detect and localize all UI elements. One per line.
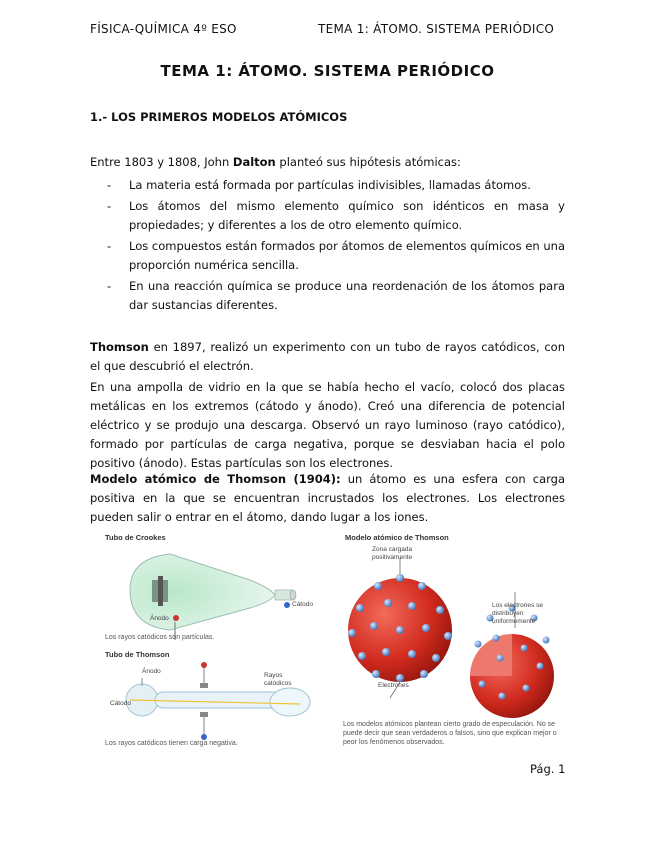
positive-zone-label: Zona cargada positivamente — [372, 546, 413, 561]
thomson-anode-label: Ánodo — [142, 668, 161, 675]
thomson-cathode-label: Cátodo — [110, 700, 131, 707]
dalton-name: Dalton — [232, 155, 276, 169]
header-subject: FÍSICA-QUÍMICA 4º ESO — [90, 22, 237, 36]
list-item: - Los átomos del mismo elemento químico son idénticos en masa y propiedades; y diferentes a los de otro elemento químico. — [107, 197, 565, 235]
thomson-rays-label: Rayos catódicos — [264, 672, 292, 687]
cathode-terminal-icon — [284, 602, 290, 608]
section-heading: 1.- LOS PRIMEROS MODELOS ATÓMICOS — [90, 110, 348, 124]
electrons-distribution-label: Los electrones se distribuyen uniformemente — [492, 602, 543, 625]
thomson-name: Thomson — [90, 340, 149, 354]
list-item: - En una reacción química se produce una reordenación de los átomos para dar sustancias diferentes. — [107, 277, 565, 315]
crookes-tube-title: Tubo de Crookes — [105, 533, 166, 542]
crookes-tube-illustration — [100, 540, 340, 640]
thomson-tube-caption: Los rayos catódicos tienen carga negativa. — [105, 740, 238, 747]
thomson-paragraph-1: Thomson en 1897, realizó un experimento con un tubo de rayos catódicos, con el que descubrió el electrón. — [90, 340, 565, 373]
crookes-cathode-label: Cátodo — [292, 601, 313, 608]
list-item: - Los compuestos están formados por átomos de elementos químicos en una proporción numérica sencilla. — [107, 237, 565, 275]
thomson-model-illustration — [340, 548, 565, 718]
page-number: Pág. 1 — [530, 762, 566, 776]
dalton-intro: Entre 1803 y 1808, John Dalton planteó sus hipótesis atómicas: — [90, 155, 461, 169]
dalton-hypotheses-list — [107, 176, 565, 317]
electrons-label: Electrones — [378, 682, 409, 689]
crookes-anode-label: Ánodo — [150, 615, 169, 622]
header-topic: TEMA 1: ÁTOMO. SISTEMA PERIÓDICO — [318, 22, 555, 36]
upper-plate-terminal-icon — [201, 662, 207, 668]
thomson-model-title: Modelo atómico de Thomson — [345, 533, 449, 542]
model-caption: Los modelos atómicos plantean cierto grado de especulación. No se puede decir que sean verdaderos o falsos, sino que explican mejor o peor los fenómenos observados. — [343, 721, 557, 746]
thomson-paragraph-2: En una ampolla de vidrio en la que se había hecho el vacío, colocó dos placas metálicas en los extremos (cátodo y ánodo). Creó una diferencia de potencial eléctrico y se produjo una descarga. Observó un rayo luminoso (rayo catódico), formado por partículas de carga negativa, porque se desviaban hacia el polo positivo (ánodo). Estas partículas son los electrones. — [90, 380, 565, 470]
anode-terminal-icon — [173, 615, 179, 621]
list-item: - La materia está formada por partículas indivisibles, llamadas átomos. — [107, 176, 565, 195]
crookes-caption: Los rayos catódicos son partículas. — [105, 634, 215, 641]
figure-thomson-experiments — [100, 528, 570, 754]
thomson-tube-title: Tubo de Thomson — [105, 650, 170, 659]
thomson-model-paragraph: Modelo atómico de Thomson (1904): un átomo es una esfera con carga positiva en la que se encuentran incrustados los electrones. Los electrones pueden salir o entrar en el átomo, dando lugar a los iones. — [90, 472, 565, 524]
thomson-model-label: Modelo atómico de Thomson (1904): — [90, 472, 341, 486]
page-title: TEMA 1: ÁTOMO. SISTEMA PERIÓDICO — [160, 62, 495, 80]
